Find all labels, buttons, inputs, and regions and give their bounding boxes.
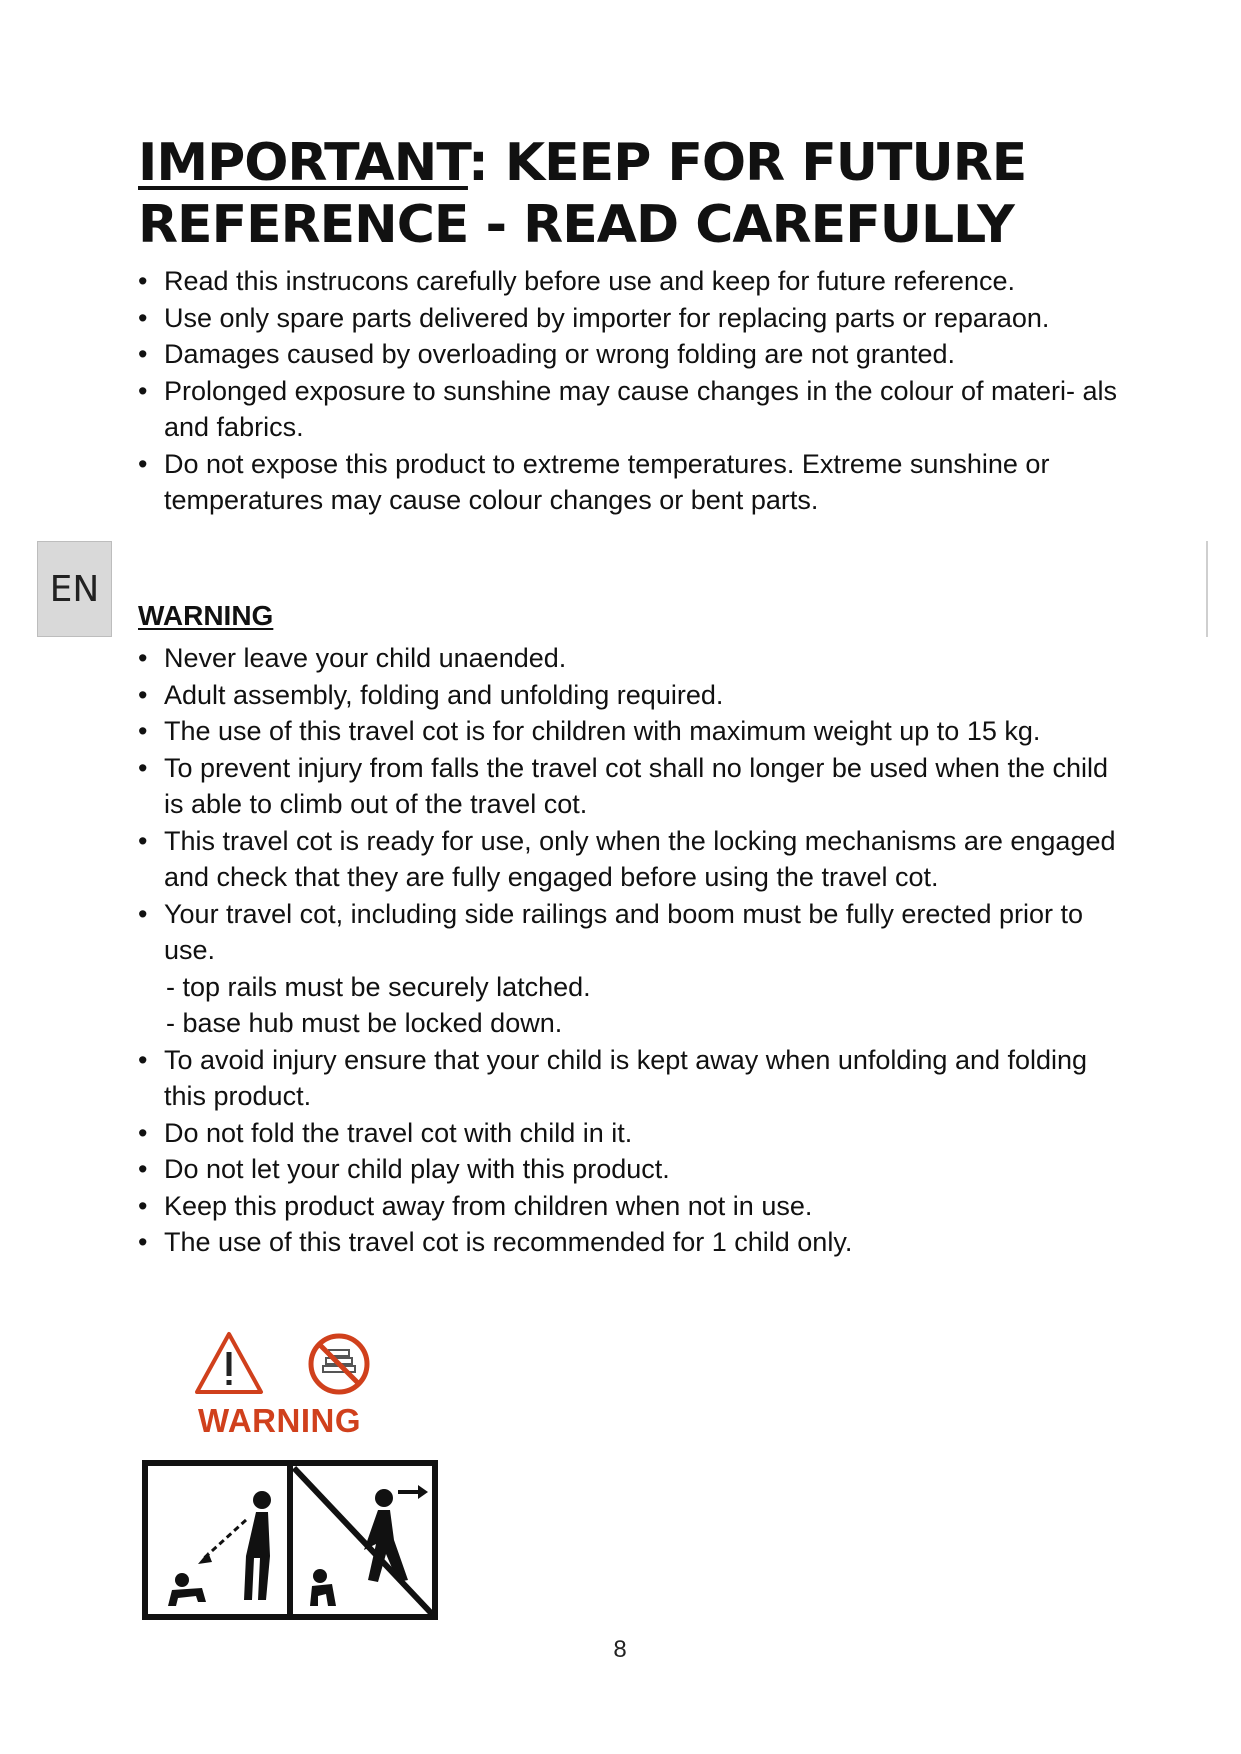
page-edge-marker [1206, 541, 1208, 637]
list-item: • Read this instrucons carefully before use and keep for future reference. [138, 263, 1118, 300]
list-item: • To prevent injury from falls the travel cot shall no longer be used when the child is able to climb out of the travel cot. [138, 750, 1118, 823]
list-item: • Use only spare parts delivered by importer for replacing parts or reparaon. [138, 300, 1118, 337]
list-item: • Damages caused by overloading or wrong folding are not granted. [138, 336, 1118, 373]
title-important: IMPORTANT [138, 133, 468, 193]
list-item: • To avoid injury ensure that your child is kept away when unfolding and folding this product. [138, 1042, 1118, 1115]
title-rest: : KEEP FOR FUTURE [467, 133, 1027, 193]
warning-signs [195, 1330, 375, 1400]
never-leave-child-unattended-icon [142, 1460, 438, 1620]
list-item: • Prolonged exposure to sunshine may cause changes in the colour of materi- als and fabrics. [138, 373, 1118, 446]
no-stacking-icon [311, 1336, 367, 1392]
list-item: • The use of this travel cot is recommended for 1 child only. [138, 1224, 1118, 1261]
language-tab: EN [37, 541, 112, 637]
list-item: • Adult assembly, folding and unfolding required. [138, 677, 1118, 714]
list-item: • Do not fold the travel cot with child in it. [138, 1115, 1118, 1152]
page-title [138, 132, 1138, 256]
important-list [138, 263, 1118, 519]
list-item: • The use of this travel cot is for children with maximum weight up to 15 kg. [138, 713, 1118, 750]
list-subitem: - base hub must be locked down. [166, 1008, 563, 1038]
list-item: • Keep this product away from children when not in use. [138, 1188, 1118, 1225]
page-number: 8 [613, 1636, 627, 1663]
list-item: • Never leave your child unaended. [138, 640, 1118, 677]
list-item: • Your travel cot, including side railings and boom must be fully erected prior to use. [138, 896, 1118, 969]
warning-sign-label: WARNING [198, 1402, 361, 1439]
list-item: • Do not let your child play with this product. [138, 1151, 1118, 1188]
list-item: • Do not expose this product to extreme temperatures. Extreme sunshine or temperatures may cause colour changes or bent parts. [138, 446, 1118, 519]
list-subitem: - top rails must be securely latched. [166, 971, 591, 1002]
title-line2: REFERENCE - READ CAREFULLY [138, 195, 1014, 255]
warning-triangle-icon [197, 1334, 261, 1392]
warning-heading: WARNING [138, 600, 274, 631]
warning-list [138, 640, 1118, 1261]
list-item: • This travel cot is ready for use, only when the locking mechanisms are engaged and check that they are fully engaged before using the travel cot. [138, 823, 1118, 896]
